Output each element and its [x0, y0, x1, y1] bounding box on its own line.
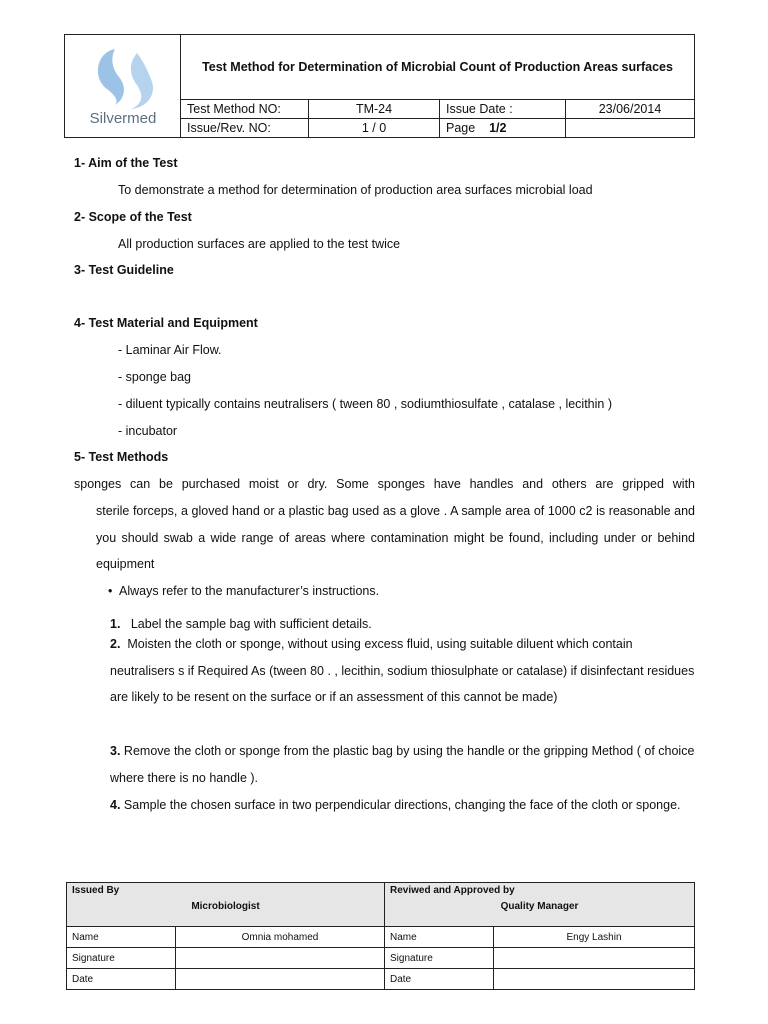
test-method-value: TM-24: [309, 100, 440, 119]
approver-signature: [494, 948, 695, 969]
issue-date-label: Issue Date :: [440, 100, 566, 119]
issued-by-role: Microbiologist: [191, 901, 260, 912]
material-item: - incubator: [118, 424, 178, 438]
issue-date-value: 23/06/2014: [566, 100, 695, 119]
material-item: - sponge bag: [118, 370, 191, 384]
signature-label: Signature: [385, 948, 494, 969]
issued-by-label: Issued By: [72, 885, 120, 896]
material-item: - diluent typically contains neutralisers ( tween 80 , sodiumthiosulfate , catalase , lecithin ): [118, 397, 612, 411]
guideline-heading: 3- Test Guideline: [74, 263, 174, 277]
issue-rev-label: Issue/Rev. NO:: [181, 119, 309, 138]
issue-rev-value: 1 / 0: [309, 119, 440, 138]
date-label: Date: [385, 969, 494, 990]
name-label: Name: [67, 927, 176, 948]
issuer-date: [176, 969, 385, 990]
logo-text: Silvermed: [89, 109, 156, 127]
step-item: [110, 631, 695, 711]
step-text: Label the sample bag with sufficient details.: [130, 617, 372, 631]
step-item: [110, 738, 695, 791]
bullet-icon: •: [108, 584, 113, 598]
signature-label: Signature: [67, 948, 176, 969]
issuer-name: Omnia mohamed: [176, 927, 385, 948]
step-item: [110, 792, 695, 819]
step-number: 3.: [110, 744, 121, 758]
logo-cell: [65, 35, 181, 138]
test-method-label: Test Method NO:: [181, 100, 309, 119]
document-header-table: [64, 34, 695, 138]
approved-by-label: Reviwed and Approved by: [390, 885, 515, 896]
material-item: - Laminar Air Flow.: [118, 343, 222, 357]
approver-date: [494, 969, 695, 990]
material-heading: 4- Test Material and Equipment: [74, 316, 258, 330]
approver-name: Engy Lashin: [494, 927, 695, 948]
silvermed-logo-icon: [75, 43, 171, 127]
date-label: Date: [67, 969, 176, 990]
issued-by-cell: [67, 883, 385, 927]
name-label: Name: [385, 927, 494, 948]
approved-by-cell: [385, 883, 695, 927]
document-title: Test Method for Determination of Microbial Count of Production Areas surfaces: [181, 35, 695, 100]
scope-text: All production surfaces are applied to the test twice: [118, 237, 401, 251]
step-number: 1.: [110, 617, 121, 631]
approval-table: [66, 882, 695, 990]
issuer-signature: [176, 948, 385, 969]
step-number: 4.: [110, 798, 121, 812]
page-cell: [440, 119, 566, 138]
step-number: 2.: [110, 637, 121, 651]
scope-heading: 2- Scope of the Test: [74, 210, 192, 224]
methods-paragraph-first-line: sponges can be purchased moist or dry. Some sponges have handles and others are gripped with: [74, 477, 695, 491]
empty-cell: [566, 119, 695, 138]
aim-heading: 1- Aim of the Test: [74, 156, 178, 170]
step-text: Moisten the cloth or sponge, without using excess fluid, using suitable diluent which contain neutralisers s if Required As (tween 80 . , lecithin, sodium thiosulphate or catalase) if disinfectant residues are likely to be resent on the surface or if an assessment of this cannot be made): [110, 637, 695, 705]
bullet-text: Always refer to the manufacturer’s instructions.: [119, 584, 380, 598]
approved-by-role: Quality Manager: [500, 901, 579, 912]
step-text: Remove the cloth or sponge from the plastic bag by using the handle or the gripping Method ( of choice where there is no handle ).: [110, 744, 695, 785]
step-text: Sample the chosen surface in two perpendicular directions, changing the face of the cloth or sponge.: [123, 798, 681, 812]
aim-text: To demonstrate a method for determination of production area surfaces microbial load: [118, 183, 593, 197]
page-value: 1/2: [489, 121, 507, 135]
page-label: Page: [446, 121, 476, 135]
methods-heading: 5- Test Methods: [74, 450, 169, 464]
methods-paragraph: sterile forceps, a gloved hand or a plastic bag used as a glove . A sample area of 1000 c2 is reasonable and you should swab a wide range of areas where contamination might be found, including under or behind equipment: [96, 504, 695, 572]
